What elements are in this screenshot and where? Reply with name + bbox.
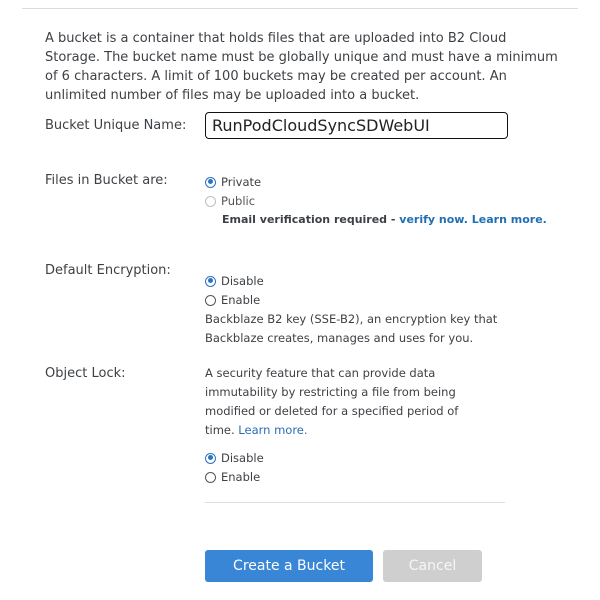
- learn-more-link-object-lock[interactable]: Learn more.: [238, 423, 308, 437]
- default-encryption-label: Default Encryption:: [45, 263, 171, 278]
- radio-object-lock-enable-control[interactable]: [205, 472, 216, 483]
- radio-encryption-disable[interactable]: [205, 274, 264, 288]
- radio-encryption-disable-control[interactable]: [205, 276, 216, 287]
- radio-encryption-enable-control[interactable]: [205, 295, 216, 306]
- create-bucket-button[interactable]: Create a Bucket: [205, 550, 373, 582]
- encryption-desc-line: Backblaze B2 key (SSE-B2), an encryption key that: [205, 312, 498, 326]
- encryption-desc-line: Backblaze creates, manages and uses for you.: [205, 331, 474, 345]
- radio-encryption-disable-label: Disable: [221, 274, 264, 288]
- object-lock-desc-line: A security feature that can provide data: [205, 366, 436, 380]
- object-lock-desc-line: immutability by restricting a file from being: [205, 385, 456, 399]
- email-verification-note: [222, 213, 547, 226]
- bucket-name-label: Bucket Unique Name:: [45, 118, 187, 133]
- radio-object-lock-disable-control[interactable]: [205, 453, 216, 464]
- object-lock-description: [205, 364, 458, 440]
- object-lock-desc-line: [205, 421, 458, 440]
- radio-object-lock-enable[interactable]: [205, 470, 260, 484]
- encryption-description: [205, 310, 497, 348]
- radio-encryption-enable-label: Enable: [221, 293, 261, 307]
- radio-public-label: Public: [221, 194, 256, 208]
- files-in-bucket-label: Files in Bucket are:: [45, 173, 168, 188]
- radio-public: [205, 194, 255, 208]
- email-verification-text: Email verification required -: [222, 213, 400, 226]
- verify-now-link[interactable]: verify now.: [399, 213, 468, 226]
- radio-private-control[interactable]: [205, 177, 216, 188]
- object-lock-desc-text: time.: [205, 423, 239, 437]
- learn-more-link-files[interactable]: Learn more.: [471, 213, 547, 226]
- radio-object-lock-disable-label: Disable: [221, 451, 264, 465]
- object-lock-label: Object Lock:: [45, 366, 126, 381]
- radio-private[interactable]: [205, 175, 261, 189]
- intro-text: A bucket is a container that holds files that are uploaded into B2 Cloud Storage. The bucket name must be globally unique and must have a minimum of 6 characters. A limit of 100 buckets may be created per account. An unlimited number of files may be uploaded into a bucket.: [45, 31, 558, 103]
- cancel-button[interactable]: Cancel: [383, 550, 482, 582]
- radio-private-label: Private: [221, 175, 262, 189]
- radio-object-lock-enable-label: Enable: [221, 470, 261, 484]
- top-divider: [22, 8, 578, 9]
- radio-encryption-enable[interactable]: [205, 293, 260, 307]
- create-bucket-dialog: [22, 0, 578, 600]
- bucket-name-input[interactable]: [205, 112, 508, 139]
- radio-public-control: [205, 196, 216, 207]
- section-divider: [205, 502, 505, 503]
- object-lock-desc-line: modified or deleted for a specified period of: [205, 404, 459, 418]
- radio-object-lock-disable[interactable]: [205, 451, 264, 465]
